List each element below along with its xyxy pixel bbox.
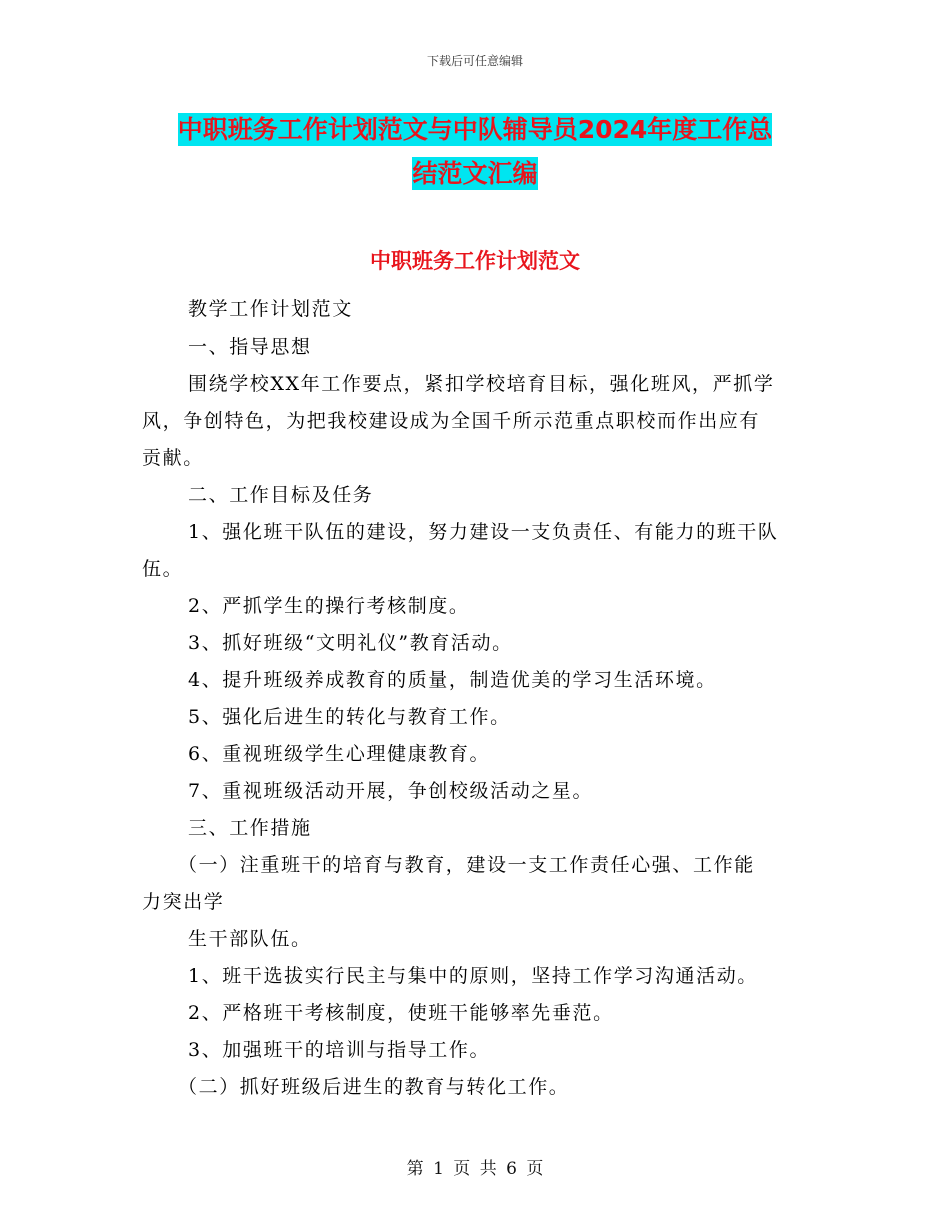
paragraph-line: 1、强化班干队伍的建设，努力建设一支负责任、有能力的班干队 [188,521,779,543]
paragraph-line: 风，争创特色，为把我校建设成为全国千所示范重点职校而作出应有 [142,410,761,432]
paragraph-line: 1、班干选拔实行民主与集中的原则，坚持工作学习沟通活动。 [188,965,758,987]
section-heading: 中职班务工作计划范文 [370,249,580,273]
paragraph-line: 二、工作目标及任务 [188,484,374,506]
document-title-line-2: 结范文汇编 [412,159,538,188]
paragraph-line: 2、严格班干考核制度，使班干能够率先垂范。 [188,1002,614,1024]
paragraph-line: 一、指导思想 [188,336,312,358]
paragraph-line: 伍。 [142,558,184,580]
paragraph-line: 4、提升班级养成教育的质量，制造优美的学习生活环境。 [188,669,717,691]
paragraph-line: 5、强化后进生的转化与教育工作。 [188,706,511,728]
document-title-line-1: 中职班务工作计划范文与中队辅导员2024年度工作总 [177,115,773,144]
paragraph-line: 2、严抓学生的操行考核制度。 [188,595,470,617]
paragraph-line: 三、工作措施 [188,817,312,839]
paragraph-line: 贡献。 [142,447,204,469]
paragraph-line: （一）注重班干的培育与教育，建设一支工作责任心强、工作能 [178,854,755,876]
paragraph-line: 生干部队伍。 [188,928,312,950]
paragraph-line: 3、加强班干的培训与指导工作。 [188,1039,491,1061]
paragraph-line: 7、重视班级活动开展，争创校级活动之星。 [188,780,594,802]
paragraph-line: （二）抓好班级后进生的教育与转化工作。 [178,1076,570,1098]
header-note: 下载后可任意编辑 [426,54,523,68]
paragraph-line: 3、抓好班级“文明礼仪”教育活动。 [188,632,513,654]
paragraph-line: 力突出学 [142,891,225,913]
paragraph-line: 教学工作计划范文 [188,298,353,320]
page-footer: 第 1 页 共 6 页 [406,1159,544,1179]
paragraph-line: 围绕学校XX年工作要点，紧扣学校培育目标，强化班风，严抓学 [188,373,775,395]
paragraph-line: 6、重视班级学生心理健康教育。 [188,743,491,765]
